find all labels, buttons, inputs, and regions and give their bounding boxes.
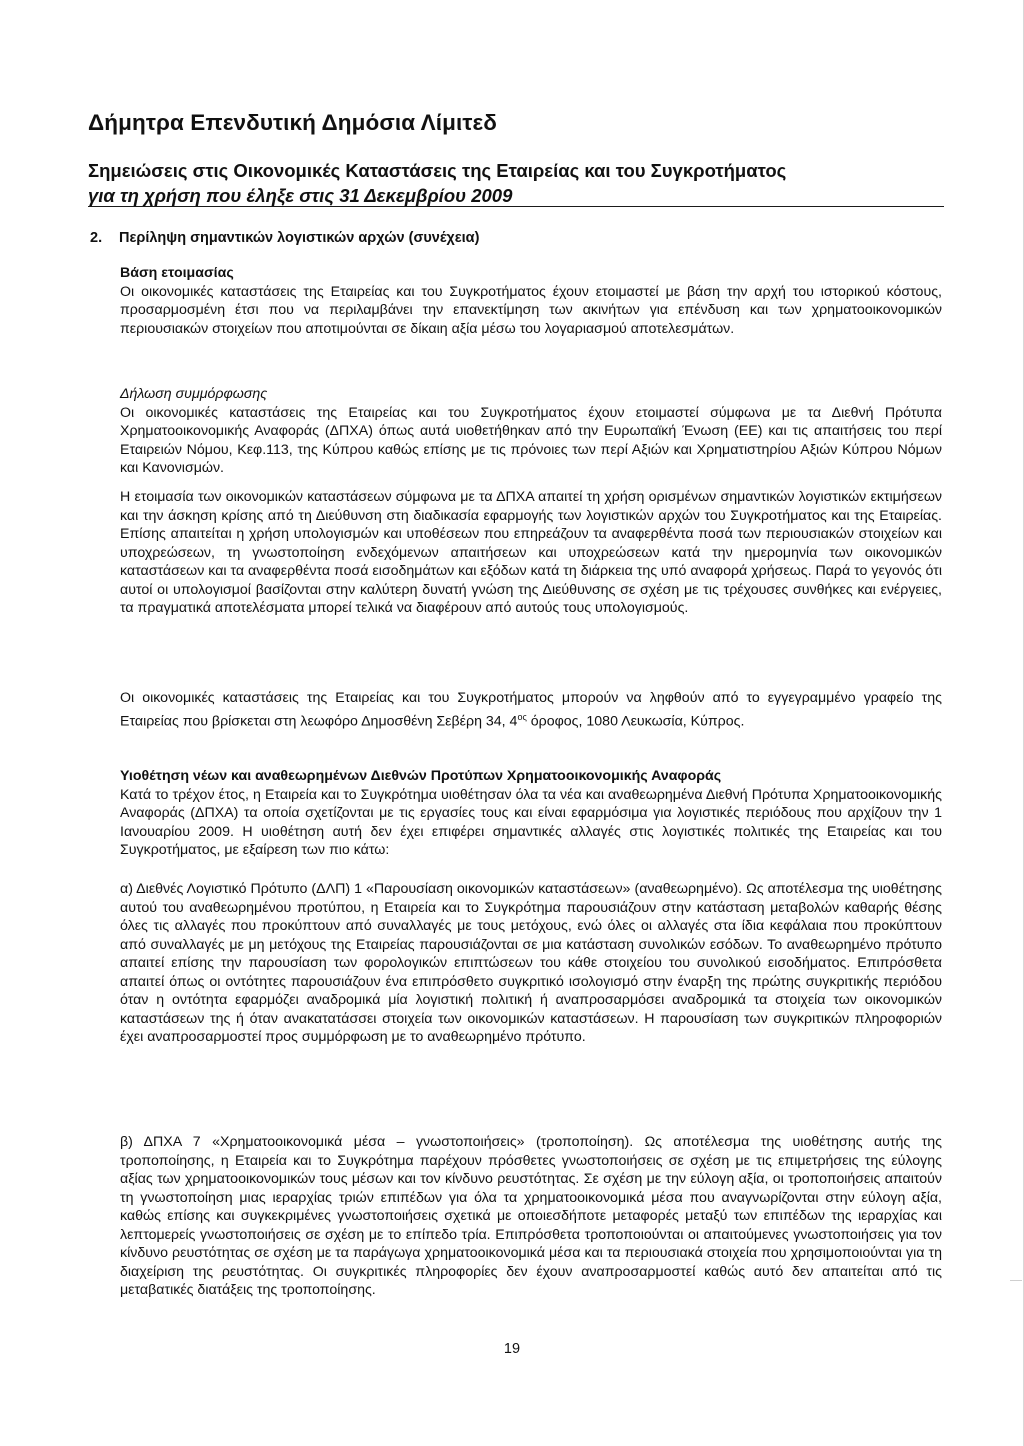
company-title: Δήμητρα Επενδυτική Δημόσια Λίμιτεδ bbox=[88, 110, 497, 135]
item-a-paragraph: α) Διεθνές Λογιστικό Πρότυπο (ΔΛΠ) 1 «Παρουσίαση οικονομικών καταστάσεων» (αναθεωρημένο). Ως αποτέλεσμα της υιοθέτησης αυτού του αναθεωρημένου προτύπου, η Εταιρεία και το Συγκρότημα παρουσιάζουν στην κατάσταση μεταβολών καθαρής θέσης όλες τις αλλαγές που προκύπτουν από συναλλαγές με τους μετόχους, ενώ όλες οι αλλαγές στα ίδια κεφάλαια που προκύπτουν από συναλλαγές με μη μετόχους της Εταιρείας παρουσιάζονται σε μια κατάσταση συνολικών εσόδων. Το αναθεωρημένο πρότυπο απαιτεί επίσης την παρουσίαση των φορολογικών επιπτώσεων του κάθε στοιχείου του συνολικού εισοδήματος. Επιπρόσθετα απαιτεί όπως οι οντότητες παρουσιάζουν ένα επιπρόσθετο συγκριτικό ισολογισμό στην έναρξη της πρώτης συγκριτικής περιόδου όταν η οντότητα εφαρμόζει αναδρομικά μία λογιστική πολιτική ή αναπροσαρμόσει αναδρομικά τα στοιχεία των οικονομικών καταστάσεων της ή όταν ανακατατάσσει στοιχεία των οικονομικών καταστάσεων. Η παρουσίαση των συγκριτικών πληροφοριών έχει αναπροσαρμοστεί προς συμμόρφωση με το αναθεωρημένο πρότυπο. bbox=[120, 881, 942, 1045]
header-divider bbox=[88, 206, 944, 207]
adoption-section bbox=[120, 767, 942, 860]
estimates-paragraph: Η ετοιμασία των οικονομικών καταστάσεων σύμφωνα με τα ΔΠΧΑ απαιτεί τη χρήση ορισμένων σημαντικών λογιστικών εκτιμήσεων και την άσκηση κρίσης από τη Διεύθυνση στη διαδικασία εφαρμογής των λογιστικών αρχών του Συγκροτήματος και της Εταιρείας. Επίσης απαιτείται η χρήση υπολογισμών και υποθέσεων που επηρεάζουν τα αναφερθέντα ποσά των περιουσιακών στοιχείων και υποχρεώσεων, τη γνωστοποίηση ενδεχόμενων απαιτήσεων και υποχρεώσεων κατά την ημερομηνία των οικονομικών καταστάσεων και τα αναφερθέντα ποσά εισοδημάτων και εξόδων κατά τη διάρκεια της υπό αναφορά χρήσεως. Παρά το γεγονός ότι αυτοί οι υπολογισμοί βασίζονται στην καλύτερη δυνατή γνώση της Διεύθυνσης σε σχέση με τις τρέχουσες συνθήκες και ενέργειες, τα πραγματικά αποτελέσματα μπορεί τελικά να διαφέρουν από αυτούς τους υπολογισμούς. bbox=[120, 489, 942, 616]
office-paragraph bbox=[120, 689, 942, 731]
office-text-before: Οι οικονομικές καταστάσεις της Εταιρείας και του Συγκροτήματος μπορούν να ληφθούν από το εγγεγραμμένο γραφείο της Εταιρείας που βρίσκεται στη λεωφόρο Δημοσθένη Σεβέρη 34, 4 bbox=[120, 690, 942, 730]
office-text-after: όροφος, 1080 Λευκωσία, Κύπρος. bbox=[526, 713, 745, 730]
period-title: για τη χρήση που έληξε στις 31 Δεκεμβρίου 2009 bbox=[88, 185, 513, 206]
adoption-heading: Υιοθέτηση νέων και αναθεωρημένων Διεθνών Προτύπων Χρηματοοικονομικής Αναφοράς bbox=[120, 768, 722, 784]
basis-heading: Βάση ετοιμασίας bbox=[120, 265, 234, 281]
adoption-paragraph: Κατά το τρέχον έτος, η Εταιρεία και το Συγκρότημα υιοθέτησαν όλα τα νέα και αναθεωρημένα Διεθνή Πρότυπα Χρηματοοικονομικής Αναφοράς (ΔΠΧΑ) τα οποία σχετίζονται με τις εργασίες τους και είναι εφαρμόσιμα για λογιστικές περιόδους που αρχίζουν την 1 Ιανουαρίου 2009. Η υιοθέτηση αυτή δεν έχει επιφέρει σημαντικές αλλαγές στις λογιστικές πολιτικές της Εταιρείας και του Συγκροτήματος, με εξαίρεση των πιο κάτω: bbox=[120, 786, 942, 858]
page-number: 19 bbox=[503, 1341, 521, 1357]
compliance-heading: Δήλωση συμμόρφωσης bbox=[120, 386, 268, 402]
section-number: 2. bbox=[90, 230, 103, 246]
office-superscript: ος bbox=[517, 711, 527, 722]
basis-paragraph: Οι οικονομικές καταστάσεις της Εταιρείας και του Συγκροτήματος έχουν ετοιμαστεί με βάση την αρχή του ιστορικού κόστους, προσαρμοσμένη έτσι που να περιλαμβάνει την επανεκτίμηση των ακινήτων για επένδυση και των χρηματοοικονομικών περιουσιακών στοιχείων που αποτιμούνται σε δίκαιη αξία μέσω του λογαριασμού αποτελεσμάτων. bbox=[120, 283, 942, 337]
item-b-section bbox=[120, 1133, 942, 1300]
item-b-paragraph: β) ΔΠΧΑ 7 «Χρηματοοικονομικά μέσα – γνωστοποιήσεις» (τροποποίηση). Ως αποτέλεσμα της υιοθέτησης αυτής της τροποποίησης, η Εταιρεία και το Συγκρότημα παρέχουν πρόσθετες γνωστοποιήσεις σε σχέση με τις επιμετρήσεις της εύλογης αξίας των χρηματοοικονομικών τους μέσων και τον κίνδυνο ρευστότητας. Σε σχέση με την εύλογη αξία, οι τροποποιήσεις απαιτούν τη γνωστοποίηση μιας ιεραρχίας τριών επιπέδων για όλα τα χρηματοοικονομικά μέσα που αναγνωρίζονται στην εύλογη αξία, καθώς επίσης και συγκεκριμένες γνωστοποιήσεις σχετικά με οποιεσδήποτε μεταφορές μεταξύ των επιπέδων της ιεραρχίας και λεπτομερείς γνωστοποιήσεις σε σχέση με το επίπεδο τρία. Επιπρόσθετα τροποποιούνται οι απαιτούμενες γνωστοποιήσεις για τον κίνδυνο ρευστότητας σε σχέση με τα παράγωγα χρηματοοικονομικά μέσα και τα περιουσιακά στοιχεία που χρησιμοποιούνται για τη διαχείριση της ρευστότητας. Οι συγκριτικές πληροφορίες δεν έχουν αναπροσαρμοστεί καθώς αυτό δεν απαιτείται από τις μεταβατικές διατάξεις της τροποποίησης. bbox=[120, 1134, 942, 1298]
scan-edge-mark bbox=[1010, 1280, 1022, 1281]
section-heading bbox=[90, 230, 479, 246]
notes-title: Σημειώσεις στις Οικονομικές Καταστάσεις της Εταιρείας και του Συγκροτήματος bbox=[88, 160, 787, 181]
estimates-section bbox=[120, 488, 942, 618]
basis-of-preparation bbox=[120, 264, 942, 338]
statement-of-compliance bbox=[120, 385, 942, 478]
compliance-paragraph: Οι οικονομικές καταστάσεις της Εταιρείας και του Συγκροτήματος έχουν ετοιμαστεί σύμφωνα με τα Διεθνή Πρότυπα Χρηματοοικονομικής Αναφοράς (ΔΠΧΑ) όπως αυτά υιοθετήθηκαν από την Ευρωπαϊκή Ένωση (ΕΕ) και τις απαιτήσεις του περί Εταιρειών Νόμου, Κεφ.113, της Κύπρου καθώς επίσης με τις πρόνοιες των περί Αξιών και Χρηματιστηρίου Αξιών Κύπρου Νόμων και Κανονισμών. bbox=[120, 404, 942, 476]
registered-office-section bbox=[120, 689, 942, 731]
item-a-section bbox=[120, 880, 942, 1047]
section-title: Περίληψη σημαντικών λογιστικών αρχών (συνέχεια) bbox=[119, 230, 480, 246]
